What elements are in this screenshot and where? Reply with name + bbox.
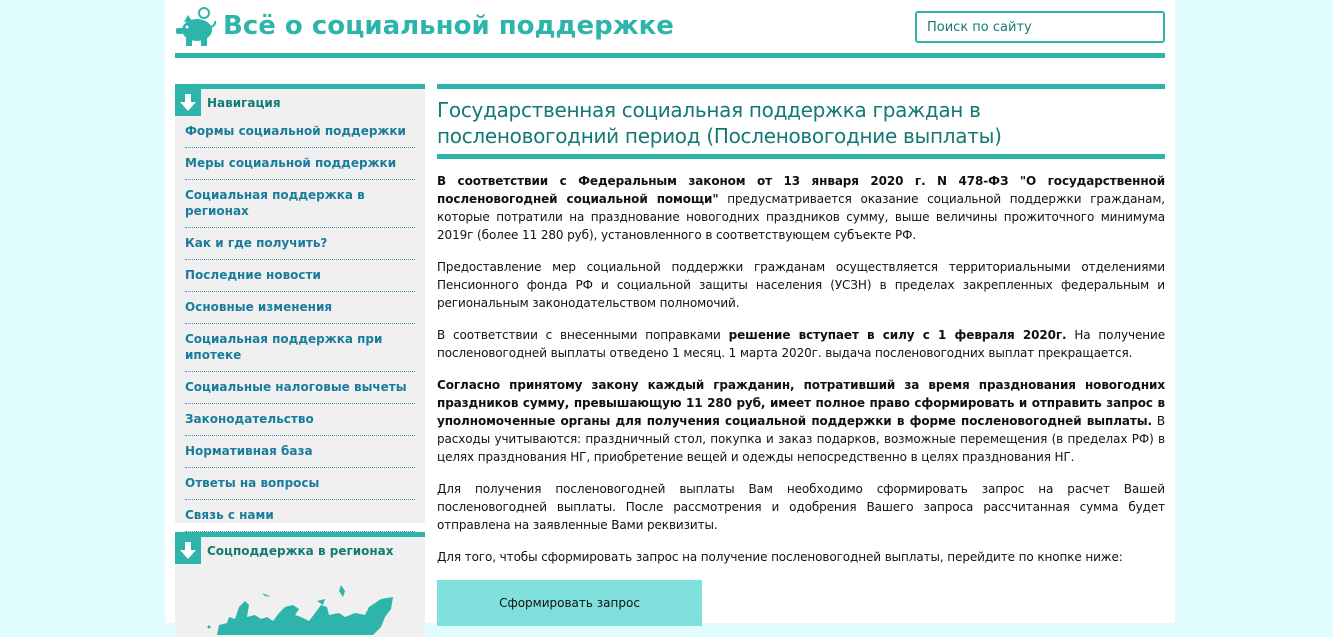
sidebar-item-social-support-forms[interactable]: Формы социальной поддержки <box>185 116 415 148</box>
arrow-down-icon <box>175 89 201 116</box>
sidebar-item-how-to-get[interactable]: Как и где получить? <box>185 228 415 260</box>
sidebar-item-contact[interactable]: Связь с нами <box>185 500 415 532</box>
paragraph-cta-hint: Для того, чтобы сформировать запрос на получение посленовогодней выплаты, перейдите по кнопке ниже: <box>437 550 1123 564</box>
search-input[interactable] <box>915 11 1165 43</box>
submit-request-button[interactable]: Сформировать запрос <box>437 580 702 626</box>
paragraph-amendments <box>437 326 1165 362</box>
law-bold: Согласно принятому закону каждый гражданин, потративший за время празднования новогодних праздников сумму, превышающую 11 280 руб, имеет полное право сформировать и отправить запрос в уполномоченные органы для получения социальной поддержки в форме посленовогодней выплаты. <box>437 378 1165 428</box>
logo-text: Всё о социальной поддержке <box>223 11 674 41</box>
sidebar-item-tax-deductions[interactable]: Социальные налоговые вычеты <box>185 372 415 404</box>
paragraph-provision: Предоставление мер социальной поддержки гражданам осуществляется территориальными отделениями Пенсионного фонда РФ и социальной защиты населения (УСЗН) в пределах закрепленных федеральным и региональным законодательством полномочий. <box>437 260 1165 310</box>
paragraph-how-to: Для получения посленовогодней выплаты Вам необходимо сформировать запрос на расчет Вашей посленовогодней выплаты. После рассмотрения и одобрения Вашего запроса рассчитанная сумма будет отправлена на заявленные Вами реквизиты. <box>437 482 1165 532</box>
paragraph-law <box>437 376 1165 466</box>
sidebar-item-regional-support[interactable]: Социальная поддержка в регионах <box>185 180 415 228</box>
russia-map-icon[interactable] <box>205 577 405 637</box>
page-title: Государственная социальная поддержка граждан в посленовогодний период (Посленовогодние выплаты) <box>437 98 1002 148</box>
paragraph-intro <box>437 172 1165 244</box>
intro-bold: В соответствии с Федеральным законом от 13 января 2020 г. N 478-ФЗ "О государственной посленовогодней социальной помощи" <box>437 174 1165 206</box>
law-rest: В расходы учитываются: праздничный стол, покупка и заказ подарков, возможные перемещения (в пределах РФ) в целях празднования НГ, приобретение вещей и одежды непосредственно в целях празднования НГ. <box>437 414 1165 464</box>
amendments-rest: На получение посленовогодней выплаты отведено 1 месяц. 1 марта 2020г. выдача посленовогодних выплат прекращается. <box>437 328 1165 360</box>
sidebar-item-main-changes[interactable]: Основные изменения <box>185 292 415 324</box>
nav-block-header <box>175 89 425 116</box>
article-body <box>437 172 1165 626</box>
sidebar-item-faq[interactable]: Ответы на вопросы <box>185 468 415 500</box>
amendments-bold: решение вступает в силу с 1 февраля 2020г. <box>728 328 1067 342</box>
nav-block-title: Навигация <box>207 95 281 110</box>
sidebar-item-regulatory-base[interactable]: Нормативная база <box>185 436 415 468</box>
sidebar-item-latest-news[interactable]: Последние новости <box>185 260 415 292</box>
piggy-bank-icon <box>175 5 217 47</box>
regions-block-title: Соцподдержка в регионах <box>207 543 394 558</box>
sidebar-regions-block <box>175 532 425 637</box>
title-bottom-divider <box>437 154 1165 159</box>
arrow-down-icon <box>175 537 201 564</box>
header-divider <box>175 53 1165 58</box>
page-container <box>165 0 1175 623</box>
sidebar-item-social-support-measures[interactable]: Меры социальной поддержки <box>185 148 415 180</box>
intro-rest: предусматривается оказание социальной поддержки гражданам, которые потратили на празднование новогодних праздников сумму, выше величины прожиточного минимума 2019г (более 11 280 руб), установленного в соответствующем субъекте РФ. <box>437 192 1166 242</box>
amendments-start: В соответствии с внесенными поправками <box>437 328 729 342</box>
sidebar-nav-block <box>175 84 425 523</box>
regions-block-header <box>175 537 425 564</box>
main-content <box>437 84 1165 626</box>
title-top-divider <box>437 84 1165 89</box>
sidebar-item-mortgage-support[interactable]: Социальная поддержка при ипотеке <box>185 324 415 372</box>
nav-list <box>175 116 425 532</box>
site-logo[interactable] <box>175 5 674 47</box>
sidebar-item-legislation[interactable]: Законодательство <box>185 404 415 436</box>
